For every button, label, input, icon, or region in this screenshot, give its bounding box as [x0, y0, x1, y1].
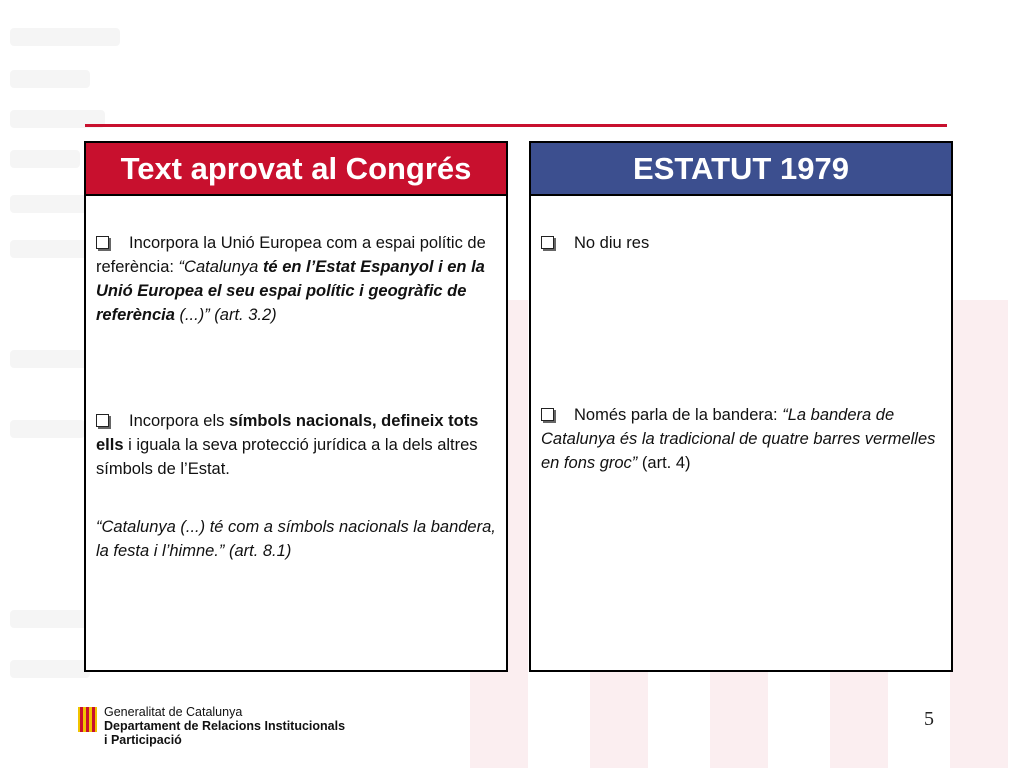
- estatut-item-no-diu: No diu res: [541, 231, 943, 255]
- footer-line-1: Generalitat de Catalunya: [104, 705, 243, 719]
- top-divider: [85, 124, 947, 127]
- panel-estatut-1979: [529, 141, 953, 672]
- footer-line-2: Departament de Relacions Institucionals: [104, 719, 346, 733]
- checkbox-bullet-icon: [541, 408, 554, 421]
- panel-estatut-title: ESTATUT 1979: [531, 143, 951, 196]
- footer-line-3: i Participació: [104, 733, 182, 747]
- panel-congres-title: Text aprovat al Congrés: [86, 143, 506, 196]
- estatut-item-bandera: Només parla de la bandera: “La bandera de Catalunya és la tradicional de quatre barres vermelles en fons groc” (art. 4): [541, 406, 936, 472]
- checkbox-bullet-icon: [96, 236, 109, 249]
- page-number: 5: [924, 708, 934, 730]
- congres-item-ue: Incorpora la Unió Europea com a espai polític de referència: “Catalunya té en l’Estat Espanyol i en la Unió Europea el seu espai polític i geogràfic de referència (...)” (art. 3.2): [96, 234, 486, 324]
- generalitat-logo-icon: [78, 707, 97, 732]
- congres-item-simbols: Incorpora els símbols nacionals, defineix tots ells i iguala la seva protecció jurídica a la dels altres símbols de l’Estat.: [96, 412, 479, 478]
- congres-quote-art81: “Catalunya (...) té com a símbols nacionals la bandera, la festa i l’himne.” (art. 8.1): [96, 518, 496, 560]
- panel-congres: [84, 141, 508, 672]
- footer-institution: [104, 705, 345, 747]
- checkbox-bullet-icon: [96, 414, 109, 427]
- checkbox-bullet-icon: [541, 236, 554, 249]
